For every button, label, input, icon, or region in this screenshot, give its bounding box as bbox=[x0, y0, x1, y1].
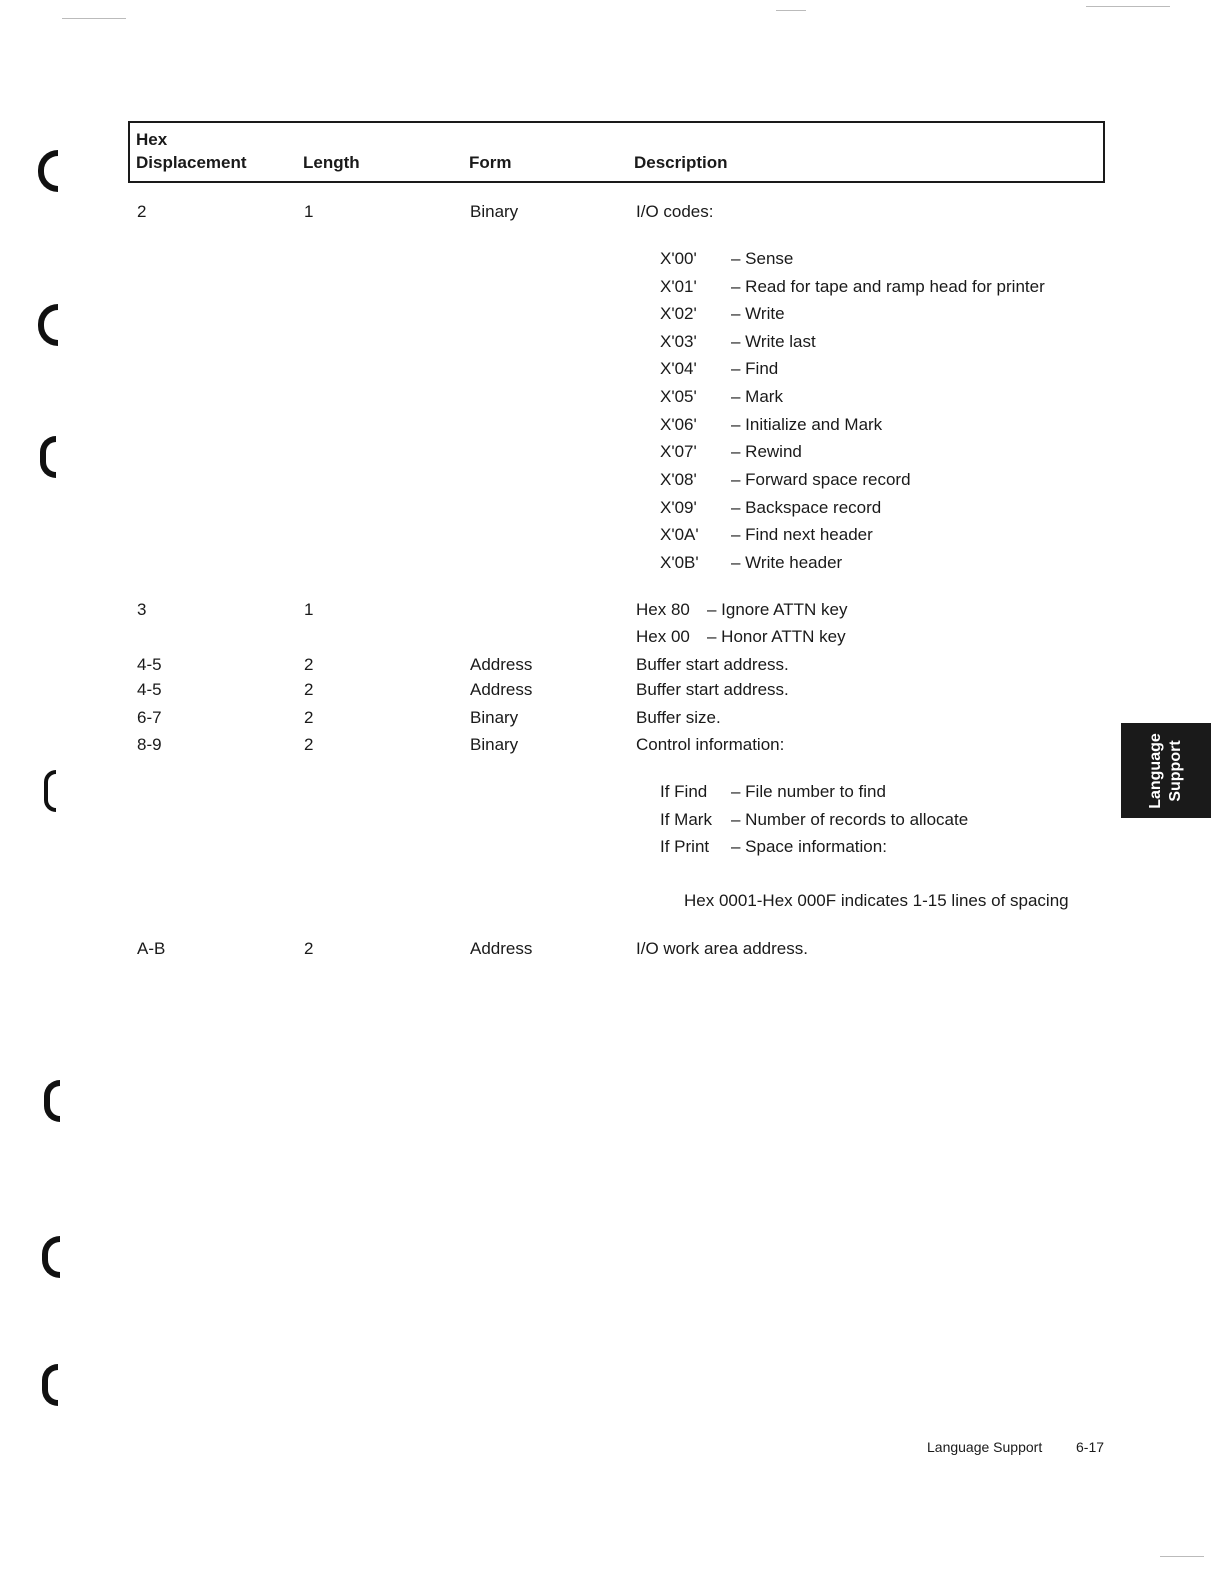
row-length: 2 bbox=[304, 655, 314, 674]
io-code: X'0A' bbox=[660, 525, 699, 544]
io-code-meaning: – Find next header bbox=[731, 525, 873, 544]
spacing-note: Hex 0001-Hex 000F indicates 1-15 lines of spacing bbox=[684, 891, 1069, 910]
binder-hole-mark bbox=[38, 304, 58, 346]
row-form: Binary bbox=[470, 202, 519, 221]
io-code: X'02' bbox=[660, 304, 697, 323]
side-tab-line2: Support bbox=[1167, 740, 1184, 802]
row-description: Buffer size. bbox=[636, 708, 721, 727]
table-header-box bbox=[128, 121, 1105, 183]
row-displacement: 2 bbox=[137, 202, 147, 221]
io-code: X'06' bbox=[660, 415, 697, 434]
io-code-meaning: – Backspace record bbox=[731, 498, 882, 517]
binder-hole-mark bbox=[42, 1236, 60, 1278]
row-form: Address bbox=[470, 655, 533, 674]
row-description: I/O work area address. bbox=[636, 939, 808, 958]
row-displacement: A-B bbox=[137, 939, 166, 958]
row-description: Buffer start address. bbox=[636, 655, 789, 674]
attn-code: Hex 80 bbox=[636, 600, 690, 619]
io-code: X'03' bbox=[660, 332, 697, 351]
row-description: Control information: bbox=[636, 735, 785, 754]
io-code: X'0B' bbox=[660, 553, 699, 572]
io-code: X'00' bbox=[660, 249, 697, 268]
io-code-meaning: – Find bbox=[731, 359, 779, 378]
row-displacement: 6-7 bbox=[137, 708, 162, 727]
control-meaning: – Number of records to allocate bbox=[731, 810, 969, 829]
io-code-meaning: – Write bbox=[731, 304, 785, 323]
io-code: X'01' bbox=[660, 277, 697, 296]
row-description: Buffer start address. bbox=[636, 680, 789, 699]
row-length: 1 bbox=[304, 600, 314, 619]
attn-code: Hex 00 bbox=[636, 627, 690, 646]
scan-artifact bbox=[776, 10, 806, 11]
row-form: Binary bbox=[470, 735, 519, 754]
header-form: Form bbox=[469, 153, 512, 172]
row-form: Address bbox=[470, 939, 533, 958]
control-meaning: – Space information: bbox=[731, 837, 887, 856]
io-code-meaning: – Forward space record bbox=[731, 470, 911, 489]
attn-meaning: – Honor ATTN key bbox=[707, 627, 846, 646]
control-meaning: – File number to find bbox=[731, 782, 886, 801]
io-code-meaning: – Initialize and Mark bbox=[731, 415, 883, 434]
row-length: 2 bbox=[304, 708, 314, 727]
io-code-meaning: – Mark bbox=[731, 387, 783, 406]
control-condition: If Print bbox=[660, 837, 710, 856]
io-code: X'09' bbox=[660, 498, 697, 517]
io-code-meaning: – Write header bbox=[731, 553, 843, 572]
io-code: X'04' bbox=[660, 359, 697, 378]
header-hex: Hex bbox=[136, 130, 168, 149]
scan-artifact bbox=[1086, 6, 1170, 7]
row-displacement: 4-5 bbox=[137, 680, 162, 699]
header-displacement: Displacement bbox=[136, 153, 247, 172]
io-code: X'05' bbox=[660, 387, 697, 406]
section-side-tab-label bbox=[1146, 733, 1186, 809]
row-length: 1 bbox=[304, 202, 314, 221]
binder-hole-mark bbox=[42, 1364, 58, 1406]
row-displacement: 8-9 bbox=[137, 735, 162, 754]
scan-artifact bbox=[1160, 1556, 1204, 1557]
io-code-meaning: – Write last bbox=[731, 332, 816, 351]
binder-hole-mark bbox=[38, 150, 58, 192]
binder-hole-mark bbox=[40, 436, 56, 478]
footer-section-title: Language Support bbox=[927, 1439, 1043, 1455]
control-condition: If Find bbox=[660, 782, 708, 801]
row-displacement: 4-5 bbox=[137, 655, 162, 674]
io-code-meaning: – Rewind bbox=[731, 442, 802, 461]
io-code-meaning: – Read for tape and ramp head for printer bbox=[731, 277, 1045, 296]
binder-hole-mark bbox=[44, 1080, 60, 1122]
side-tab-line1: Language bbox=[1147, 733, 1164, 809]
row-form: Address bbox=[470, 680, 533, 699]
io-code-meaning: – Sense bbox=[731, 249, 794, 268]
row-displacement: 3 bbox=[137, 600, 147, 619]
scan-artifact bbox=[62, 18, 126, 19]
binder-hole-mark bbox=[44, 770, 56, 812]
io-code: X'07' bbox=[660, 442, 697, 461]
footer-page-number: 6-17 bbox=[1076, 1439, 1105, 1455]
row-length: 2 bbox=[304, 735, 314, 754]
row-description: I/O codes: bbox=[636, 202, 714, 221]
section-side-tab bbox=[1121, 723, 1211, 818]
row-form: Binary bbox=[470, 708, 519, 727]
header-length: Length bbox=[303, 153, 360, 172]
io-code: X'08' bbox=[660, 470, 697, 489]
attn-meaning: – Ignore ATTN key bbox=[707, 600, 848, 619]
row-length: 2 bbox=[304, 680, 314, 699]
header-description: Description bbox=[634, 153, 728, 172]
control-condition: If Mark bbox=[660, 810, 712, 829]
row-length: 2 bbox=[304, 939, 314, 958]
